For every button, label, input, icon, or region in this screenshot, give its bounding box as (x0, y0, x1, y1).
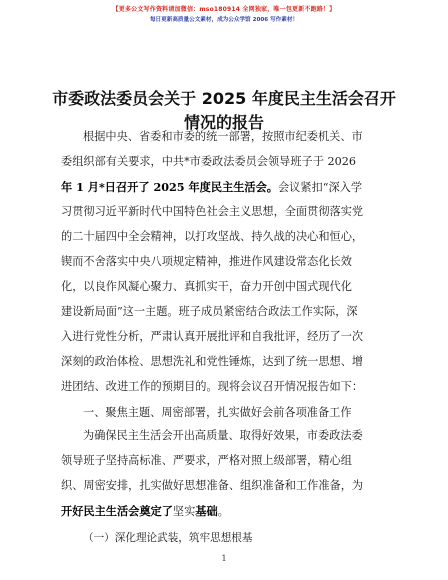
document-title-line-2: 情况的报告 (183, 113, 264, 132)
page-number: 1 (221, 554, 227, 563)
paragraph-1-line-6: 锲而不舍落实中央八项规定精神，推进作风建设常态化长效 (61, 255, 352, 268)
paragraph-2-line-2: 领导班子坚持高标准、严要求，严格对照上级部署，精心组 (61, 454, 352, 467)
paragraph-1-line-4: 习贯彻习近平新时代中国特色社会主义思想，全面贯彻落实党 (61, 205, 364, 218)
paragraph-2-line-4-mid: 坚实 (172, 505, 196, 518)
paragraph-1-line-3-rest: 会议紧扣“深入学 (277, 181, 363, 194)
paragraph-2-line-1: 为确保民主生活会开出高质量、取得好效果，市委政法委 (83, 429, 363, 442)
document-title-line-1: 市委政法委员会关于 2025 年度民主生活会召开 (52, 89, 396, 108)
section-1-heading: 一、聚焦主题、周密部署，扎实做好会前各项准备工作 (83, 406, 352, 419)
paragraph-2-line-4 (61, 504, 229, 519)
promo-banner-line-1: 【更多公文写作资料请加微信：mso180914 全网独家，唯一包更新不跑路！】 (112, 6, 336, 13)
paragraph-2-line-3: 织、周密安排，扎实做好思想准备、组织准备和工作准备，为 (61, 479, 364, 492)
paragraph-2-line-4-emphasis: 开好民主生活会奠定了 (61, 504, 173, 518)
paragraph-1-line-9: 入进行党性分析，严肃认真开展批评和自我批评，经历了一次 (61, 330, 364, 343)
subsection-1-heading: （一）深化理论武装，筑牢思想根基 (83, 532, 253, 544)
paragraph-1-line-1: 根据中央、省委和市委的统一部署，按照市纪委机关、市 (83, 130, 363, 143)
promo-banner-line-2: 每日更新高质量公文素材，成为公众学馆 2006 写作素材！ (149, 17, 299, 23)
meeting-date-emphasis: 年 1 月*日召开了 2025 年度民主生活会。 (61, 180, 278, 194)
paragraph-2-line-4-end: 。 (217, 505, 229, 518)
paragraph-1-line-5: 的二十届四中全会精神，以打攻坚战、持久战的决心和恒心， (61, 230, 364, 243)
paragraph-1-line-11: 进团结、改进工作的预期目的。现将会议召开情况报告如下： (61, 380, 364, 393)
paragraph-1-line-3 (61, 180, 362, 195)
paragraph-1-line-7: 化，以良作风凝心聚力、真抓实干，奋力开创中国式现代化 (61, 280, 352, 293)
paragraph-2-line-4-emphasis-2: 基础 (195, 504, 218, 518)
paragraph-1-line-10: 深刻的政治体检、思想洗礼和党性锤炼，达到了统一思想、增 (61, 355, 364, 368)
paragraph-1-line-8: 建设新局面”这一主题。班子成员紧密结合政法工作实际，深 (61, 305, 358, 318)
paragraph-1-line-2: 委组织部有关要求，中共*市委政法委员会领导班子于 2026 (61, 155, 356, 168)
